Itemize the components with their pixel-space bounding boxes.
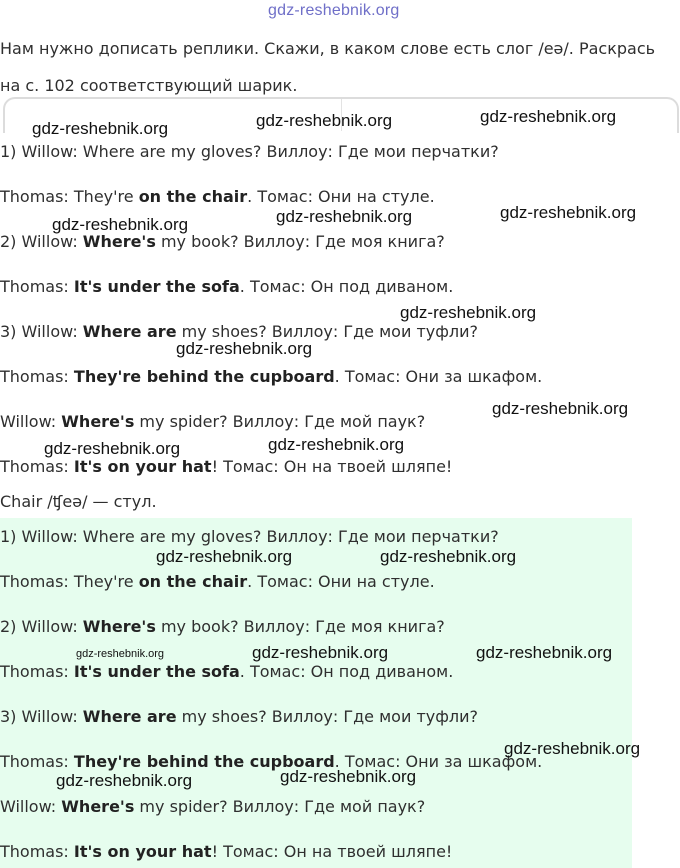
task-instructions: Нам нужно дописать реплики. Скажи, в каком слове есть слог /eə/. Раскрась на с. 102 соответствующий шарик. [0,39,656,95]
watermark: gdz-reshebnik.org [400,303,537,322]
watermark: gdz-reshebnik.org [76,648,165,660]
watermark: gdz-reshebnik.org [32,119,169,138]
watermark: gdz-reshebnik.org [52,215,189,234]
answer-line: Thomas: It's on your hat! Томас: Он на твоей шляпе! [0,842,453,861]
watermark: gdz-reshebnik.org [44,439,181,458]
watermark: gdz-reshebnik.org [252,643,389,662]
answer-line: 3) Willow: Where are my shoes? Виллоу: Где мои туфли? [0,707,479,726]
site-logo[interactable]: gdz-reshebnik.org [268,2,400,19]
dialogue-line: Thomas: It's on your hat! Томас: Он на твоей шляпе! [0,457,453,476]
watermark: gdz-reshebnik.org [492,399,629,418]
watermark: gdz-reshebnik.org [504,739,641,758]
dialogue-line: Thomas: They're behind the cupboard. Томас: Они за шкафом. [0,367,543,386]
watermark: gdz-reshebnik.org [380,547,517,566]
watermark: gdz-reshebnik.org [276,207,413,226]
answer-word: Chair /ʧeə/ — стул. [0,492,157,511]
dialogue-line: 1) Willow: Where are my gloves? Виллоу: Где мои перчатки? [0,142,499,161]
watermark: gdz-reshebnik.org [156,547,293,566]
dialogue-line: Willow: Where's my spider? Виллоу: Где мой паук? [0,412,426,431]
dialogue-line: Thomas: They're on the chair. Томас: Они на стуле. [0,187,435,206]
answer-line: Thomas: It's under the sofa. Томас: Он под диваном. [0,662,454,681]
answer-line: Willow: Where's my spider? Виллоу: Где мой паук? [0,797,426,816]
answer-line: 2) Willow: Where's my book? Виллоу: Где моя книга? [0,617,445,636]
answer-line: Thomas: They're on the chair. Томас: Они на стуле. [0,572,435,591]
watermark: gdz-reshebnik.org [280,767,417,786]
dialogue-line: Thomas: It's under the sofa. Томас: Он под диваном. [0,277,454,296]
watermark: gdz-reshebnik.org [480,107,617,126]
answer-line: 1) Willow: Where are my gloves? Виллоу: Где мои перчатки? [0,527,499,546]
watermark: gdz-reshebnik.org [500,203,637,222]
watermark: gdz-reshebnik.org [176,339,313,358]
watermark: gdz-reshebnik.org [256,111,393,130]
watermark: gdz-reshebnik.org [56,771,193,790]
watermark: gdz-reshebnik.org [268,435,405,454]
dialogue-line: 3) Willow: Where are my shoes? Виллоу: Где мои туфли? [0,322,479,341]
dialogue-line: 2) Willow: Where's my book? Виллоу: Где моя книга? [0,232,445,251]
answer-line: Thomas: They're behind the cupboard. Томас: Они за шкафом. [0,752,543,771]
watermark: gdz-reshebnik.org [476,643,613,662]
